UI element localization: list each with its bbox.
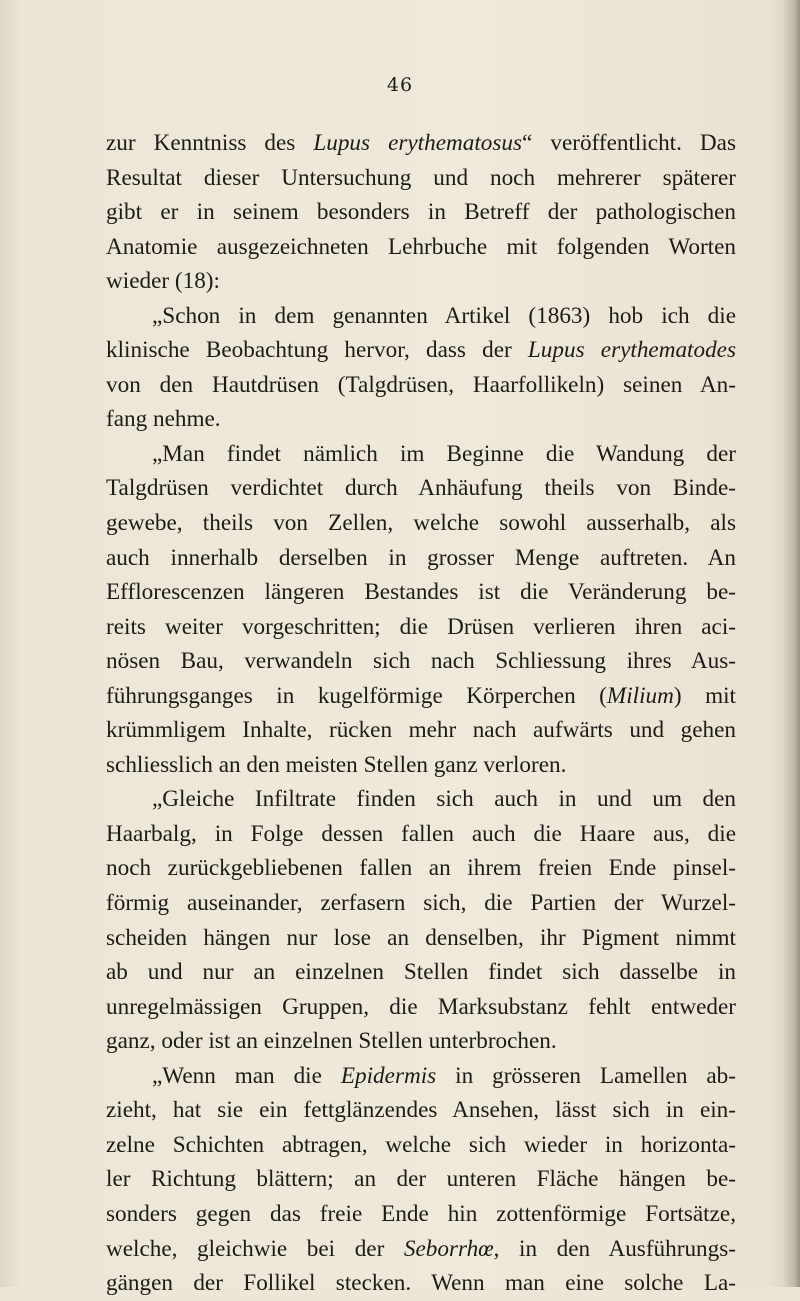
text-run: unregelmässigen Gruppen, die Marksubstanz fehlt entweder	[106, 993, 736, 1020]
text-run: zieht, hat sie ein fettglänzendes Ansehen, lässt sich in ein-	[106, 1097, 736, 1124]
text-run: sonders gegen das freie Ende hin zottenförmige Fortsätze,	[106, 1200, 736, 1227]
text-line	[106, 333, 736, 368]
text-line	[106, 1059, 736, 1094]
text-run: Anatomie ausgezeichneten Lehrbuche mit folgenden Worten	[106, 233, 736, 260]
text-line	[106, 541, 736, 576]
text-line	[106, 299, 736, 334]
text-run: gewebe, theils von Zellen, welche sowohl ausserhalb, als	[106, 510, 736, 537]
text-run: “ veröffentlicht. Das	[522, 130, 736, 156]
text-run: ler Richtung blättern; an der unteren Fläche hängen be-	[106, 1166, 736, 1193]
text-line	[106, 1128, 736, 1163]
text-run: krümmligem Inhalte, rücken mehr nach aufwärts und gehen	[106, 717, 736, 744]
text-run: zur Kenntniss des	[106, 130, 314, 156]
text-line	[106, 437, 736, 472]
text-run: Haarbalg, in Folge dessen fallen auch die Haare aus, die	[106, 820, 736, 847]
italic-term: Lupus erythematodes	[527, 337, 736, 364]
text-run: Resultat dieser Untersuchung und noch mehrerer späterer	[106, 164, 736, 191]
text-run: gängen der Follikel stecken. Wenn man eine solche La-	[106, 1270, 736, 1297]
text-line	[106, 921, 736, 956]
text-run: „Wenn man die	[152, 1062, 341, 1089]
text-line	[106, 679, 736, 714]
text-line	[106, 990, 736, 1025]
text-run: „Schon in dem genannten Artikel (1863) hob ich die	[152, 302, 736, 329]
text-run: auch innerhalb derselben in grosser Menge auftreten. An	[106, 544, 736, 571]
text-line	[106, 782, 736, 817]
text-line	[106, 195, 736, 230]
text-line	[106, 851, 736, 886]
text-run: zelne Schichten abtragen, welche sich wieder in horizonta-	[106, 1131, 736, 1158]
text-run: „Man findet nämlich im Beginne die Wandung der	[152, 440, 736, 467]
text-line	[106, 506, 736, 541]
text-line	[106, 955, 736, 990]
text-run: ) mit	[673, 682, 736, 709]
text-run: noch zurückgebliebenen fallen an ihrem freien Ende pinsel-	[106, 855, 736, 882]
text-line	[106, 1197, 736, 1232]
italic-term: Epidermis	[340, 1062, 437, 1089]
text-run: schliesslich an den meisten Stellen ganz verloren.	[106, 751, 567, 778]
page-number: 46	[386, 74, 414, 96]
text-run: Efflorescenzen längeren Bestandes ist die Veränderung be-	[106, 579, 736, 606]
text-run: , in den Ausführungs-	[493, 1235, 736, 1262]
text-run: förmig auseinander, zerfasern sich, die Partien der Wurzel-	[106, 890, 736, 917]
text-run: fang nehme.	[106, 406, 221, 433]
text-line	[106, 126, 736, 161]
text-run: scheiden hängen nur lose an denselben, ihr Pigment nimmt	[106, 924, 736, 951]
text-run: „Gleiche Infiltrate finden sich auch in und um den	[152, 786, 736, 813]
italic-term: Seborrhœ	[403, 1235, 494, 1262]
text-run: reits weiter vorgeschritten; die Drüsen verlieren ihren aci-	[106, 613, 736, 640]
text-run: Talgdrüsen verdichtet durch Anhäufung theils von Binde-	[106, 475, 736, 502]
text-line	[106, 1162, 736, 1197]
text-run: welche, gleichwie bei der	[106, 1235, 404, 1262]
text-line	[106, 713, 736, 748]
text-run: führungsganges in kugelförmige Körperchen (	[106, 682, 607, 709]
text-run: wieder (18):	[106, 268, 220, 295]
text-line	[106, 817, 736, 852]
text-line	[106, 575, 736, 610]
text-line	[106, 402, 736, 437]
italic-term: Milium	[606, 682, 674, 709]
text-run: ab und nur an einzelnen Stellen findet sich dasselbe in	[106, 959, 736, 986]
text-line	[106, 1024, 736, 1059]
text-line	[106, 1232, 736, 1267]
text-run: nösen Bau, verwandeln sich nach Schliessung ihres Aus-	[106, 648, 736, 675]
text-line	[106, 644, 736, 679]
text-line	[106, 610, 736, 645]
italic-term: Lupus erythematosus	[313, 130, 523, 156]
text-run: in grösseren Lamellen ab-	[436, 1062, 736, 1089]
text-line	[106, 886, 736, 921]
page-edge-shadow	[782, 0, 800, 1287]
text-line	[106, 471, 736, 506]
text-line	[106, 264, 736, 299]
text-line	[106, 1093, 736, 1128]
text-run: gibt er in seinem besonders in Betreff der pathologischen	[106, 199, 736, 226]
text-line	[106, 748, 736, 783]
text-line	[106, 1266, 736, 1301]
text-run: von den Hautdrüsen (Talgdrüsen, Haarfollikeln) seinen An-	[106, 371, 736, 398]
text-line	[106, 230, 736, 265]
text-line	[106, 368, 736, 403]
text-run: ganz, oder ist an einzelnen Stellen unterbrochen.	[106, 1028, 557, 1055]
body-text	[106, 126, 736, 1301]
text-line	[106, 161, 736, 196]
text-run: klinische Beobachtung hervor, dass der	[106, 337, 528, 364]
